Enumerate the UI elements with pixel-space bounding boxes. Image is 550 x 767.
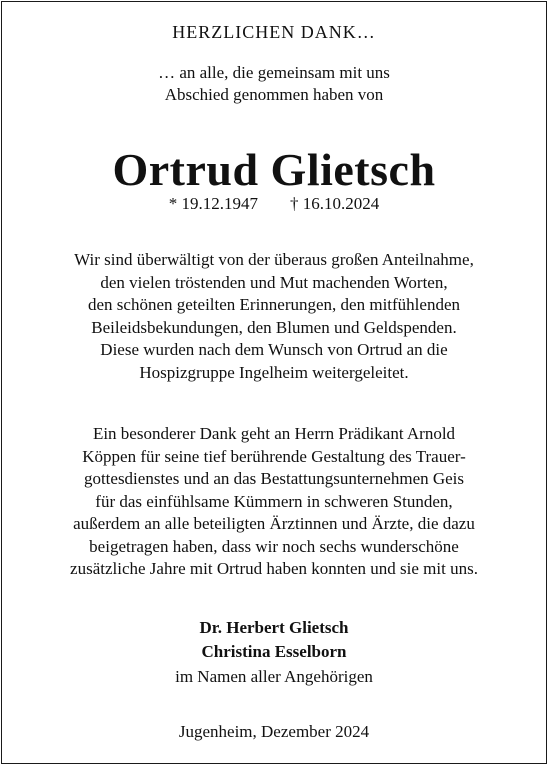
paragraph-line: den schönen geteilten Erinnerungen, den mitfühlenden bbox=[88, 295, 460, 314]
paragraph-line: Wir sind überwältigt von der überaus großen Anteilnahme, bbox=[74, 250, 474, 269]
signature-note: im Namen aller Angehörigen bbox=[175, 667, 373, 686]
place-and-date: Jugenheim, Dezember 2024 bbox=[178, 722, 370, 741]
life-dates bbox=[2, 193, 546, 215]
paragraph-line: zusätzliche Jahre mit Ortrud haben konnten und sie mit uns. bbox=[70, 559, 478, 578]
paragraph-line: Köppen für seine tief berührende Gestaltung des Trauer- bbox=[82, 446, 466, 466]
deceased-name: Ortrud Glietsch bbox=[112, 144, 436, 195]
death-date: † 16.10.2024 bbox=[290, 194, 380, 213]
paragraph-line: beigetragen haben, dass wir noch sechs wunderschöne bbox=[89, 536, 459, 556]
paragraph-line: den vielen tröstenden und Mut machenden Worten, bbox=[100, 272, 448, 292]
paragraph-line: Hospizgruppe Ingelheim weitergeleitet. bbox=[139, 362, 409, 382]
paragraph-line: Beileidsbekundungen, den Blumen und Geldspenden. bbox=[91, 317, 457, 337]
thanks-paragraph-1 bbox=[2, 249, 546, 384]
signature-name-1: Dr. Herbert Glietsch bbox=[199, 618, 349, 637]
intro-line: … an alle, die gemeinsam mit uns bbox=[158, 63, 390, 82]
thanks-paragraph-2 bbox=[2, 423, 546, 581]
paragraph-line: Diese wurden nach dem Wunsch von Ortrud an die bbox=[100, 340, 448, 359]
paragraph-line: außerdem an alle beteiligten Ärztinnen und Ärzte, die dazu bbox=[73, 514, 475, 533]
notice-header: HERZLICHEN DANK… bbox=[172, 22, 376, 42]
obituary-notice bbox=[1, 1, 547, 764]
paragraph-line: Ein besonderer Dank geht an Herrn Prädikant Arnold bbox=[92, 424, 456, 443]
intro-text bbox=[2, 62, 546, 106]
birth-date: * 19.12.1947 bbox=[168, 194, 258, 213]
signature-name-2: Christina Esselborn bbox=[201, 642, 347, 661]
paragraph-line: für das einfühlsame Kümmern in schweren Stunden, bbox=[95, 491, 453, 511]
paragraph-line: gottesdienstes und an das Bestattungsunternehmen Geis bbox=[83, 469, 465, 488]
intro-line: Abschied genommen haben von bbox=[164, 85, 384, 104]
